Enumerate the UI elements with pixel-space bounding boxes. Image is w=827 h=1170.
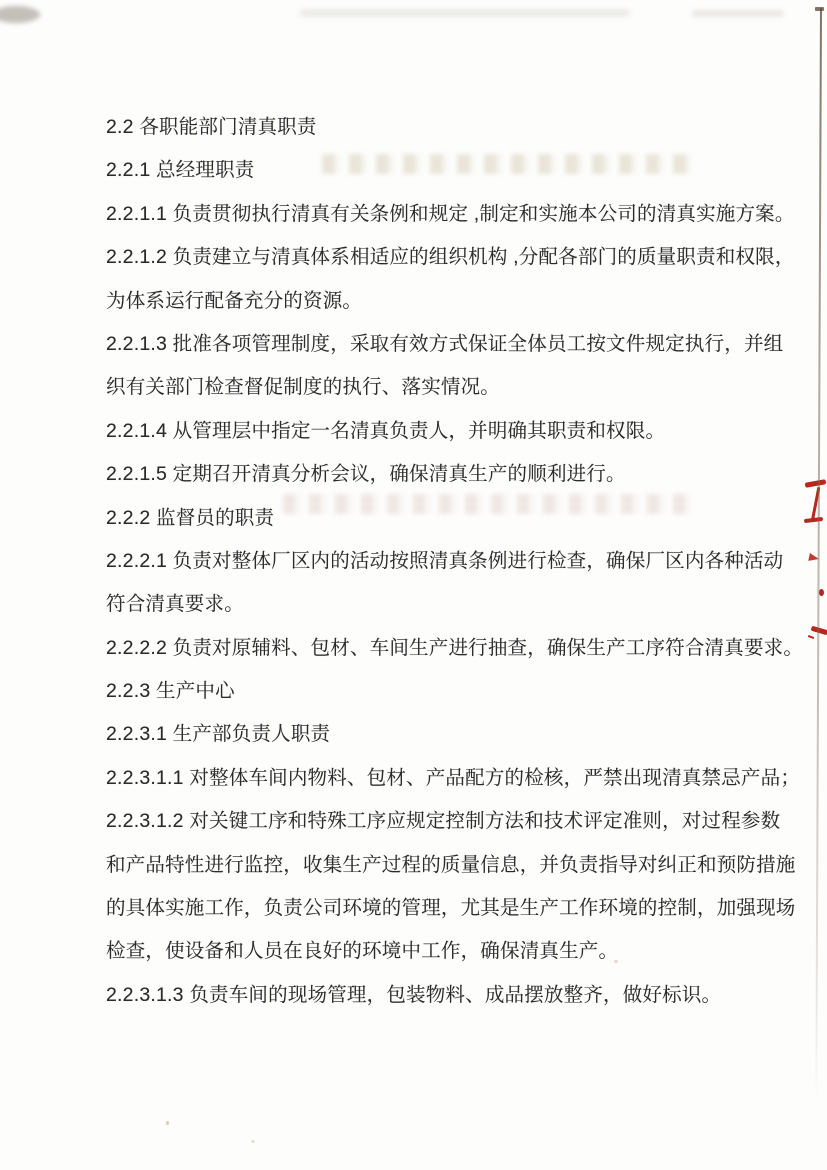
text-line: 2.2.3.1.2 对关键工序和特殊工序应规定控制方法和技术评定准则，对过程参数 [106,810,781,833]
scan-speck [166,1121,169,1125]
scan-speck [614,960,618,963]
heading-2-2-2: 2.2.2 监督员的职责 [106,506,275,529]
document-text [106,106,820,1017]
text-line: 和产品特性进行监控，收集生产过程的质量信息，并负责指导对纠正和预防措施 [106,853,796,876]
text-line: 2.2.1.4 从管理层中指定一名清真负责人，并明确其职责和权限。 [106,419,666,442]
text-line: 为体系运行配备充分的资源。 [106,289,363,312]
text-line: 检查，使设备和人员在良好的环境中工作，确保清真生产。 [106,940,619,963]
text-line: 2.2.3.1.3 负责车间的现场管理，包装物料、成品摆放整齐，做好标识。 [106,983,722,1006]
scan-smudge-top-middle [300,9,630,17]
text-line: 符合清真要求。 [106,593,244,616]
text-line: 织有关部门检查督促制度的执行、落实情况。 [106,376,501,399]
scan-smudge-top-right [692,10,784,17]
text-line: 2.2.3.1.1 对整体车间内物料、包材、产品配方的检核，严禁出现清真禁忌产品； [106,766,801,789]
text-line: 2.2.1.5 定期召开清真分析会议，确保清真生产的顺利进行。 [106,463,626,486]
heading-2-2-3-1: 2.2.3.1 生产部负责人职责 [106,723,331,746]
red-pen-mark-dot [819,589,824,596]
heading-2-2-1: 2.2.1 总经理职责 [106,159,255,182]
heading-2-2-3: 2.2.3 生产中心 [106,680,235,703]
text-line: 2.2.2.2 负责对原辅料、包材、车间生产进行抽查，确保生产工序符合清真要求。 [106,636,804,659]
text-line: 2.2.1.1 负责贯彻执行清真有关条例和规定 ,制定和实施本公司的清真实施方案。 [106,202,795,225]
scan-smudge-top-left [0,6,40,23]
text-line: 2.2.1.3 批准各项管理制度，采取有效方式保证全体员工按文件规定执行，并组 [106,332,784,355]
text-line: 2.2.1.2 负责建立与清真体系相适应的组织机构 ,分配各部门的质量职责和权限， [106,246,795,269]
scan-speck [251,1140,255,1143]
text-line: 2.2.2.1 负责对整体厂区内的活动按照清真条例进行检查，确保厂区内各种活动 [106,549,784,572]
heading-2-2: 2.2 各职能部门清真职责 [106,116,317,138]
text-line: 的具体实施工作，负责公司环境的管理，尤其是生产工作环境的控制，加强现场 [106,897,796,920]
